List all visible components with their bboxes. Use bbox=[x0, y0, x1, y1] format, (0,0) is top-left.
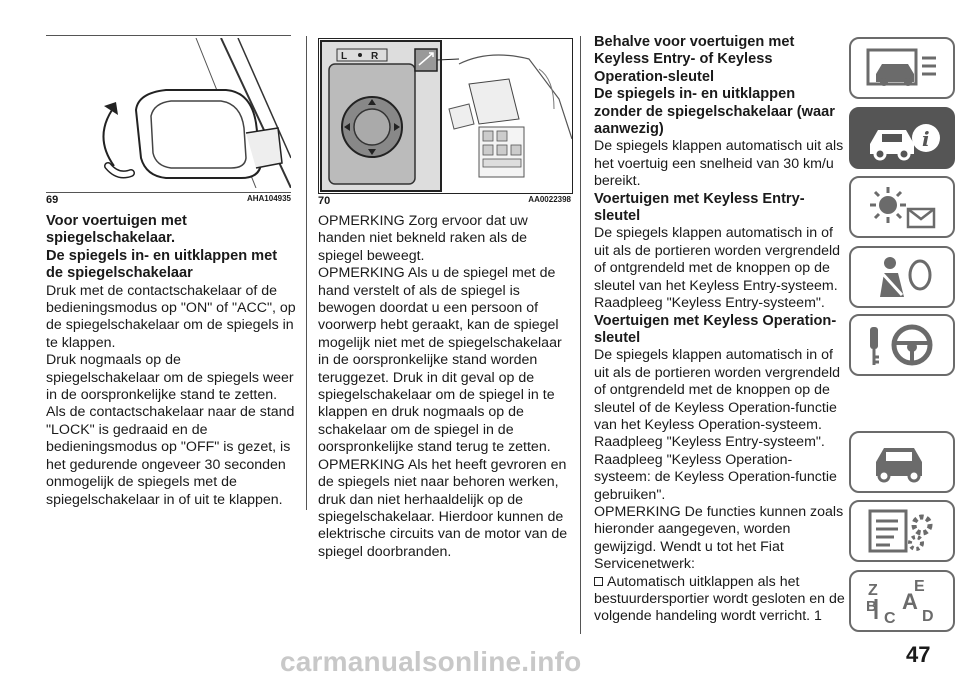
figure-number: 69 bbox=[46, 194, 59, 206]
section-subheading: De spiegels in- en uitklappen met de spiegelschakelaar bbox=[46, 247, 278, 282]
section-subheading: Voertuigen met Keyless Entry-sleutel bbox=[594, 190, 805, 225]
body-paragraph: Druk met de contactschakelaar of de bedieningsmodus op "ON" of "ACC", op de spiegelschakelaar om de spiegels in te klappen. bbox=[46, 282, 296, 351]
steering-wheel-key-icon bbox=[862, 321, 942, 369]
side-tab-starting-driving[interactable] bbox=[849, 314, 955, 376]
svg-text:B: B bbox=[866, 598, 877, 615]
body-paragraph: Raadpleeg "Keyless Entry-systeem". bbox=[594, 434, 825, 451]
svg-text:C: C bbox=[884, 610, 896, 625]
figure-70-caption bbox=[318, 195, 571, 207]
section-heading: Voor voertuigen met spiegelschakelaar. bbox=[46, 213, 187, 247]
body-paragraph: De spiegels klappen automatisch uit als het voertuig een snelheid van 30 km/u bereikt. bbox=[594, 138, 844, 190]
switch-right-label: R bbox=[371, 51, 379, 62]
svg-text:E: E bbox=[914, 578, 925, 595]
note-paragraph: OPMERKING Als het heeft gevroren en de spiegels niet naar behoren werken, druk dan niet herhaaldelijk op de spiegelschakelaar. Hierdoor kunnen de elektrische circuits van de motor van de spiegel doorbranden. bbox=[318, 456, 568, 560]
body-paragraph: Raadpleeg "Keyless Operation-systeem: de Keyless Operation-functie gebruiken". bbox=[594, 451, 837, 503]
body-paragraph: Als de contactschakelaar naar de stand "LOCK" is gedraaid en de bedieningsmodus op "OFF" is gezet, is het gedurende ongeveer 30 seconden onmogelijk de spiegels met de spiegelschakelaar in of uit te klappen. bbox=[46, 404, 295, 508]
car-dashboard-icon bbox=[862, 44, 942, 92]
side-tab-maintenance[interactable] bbox=[849, 500, 955, 562]
section-subheading: De spiegels in- en uitklappen zonder de spiegelschakelaar (waar aanwezig) bbox=[594, 86, 835, 138]
svg-text:D: D bbox=[922, 608, 934, 625]
bullet-square-icon bbox=[594, 577, 603, 586]
page-number: 47 bbox=[906, 642, 931, 667]
column-divider-2 bbox=[580, 36, 581, 634]
mirror-switch-drawing bbox=[319, 39, 572, 193]
figure-code: AA0022398 bbox=[528, 195, 571, 204]
note-paragraph: OPMERKING Als u de spiegel met de hand verstelt of als de spiegel is bewogen doordat u een persoon of voorwerp hebt geraakt, kan de spiegel mogelijk niet met de spiegelschakelaar in de oorspronkelijke stand worden teruggezet. Druk in dit geval op de spiegelschakelaar om de spiegel in te klappen en druk nogmaals op de schakelaar om de spiegel in de oorspronkelijke stand terug te zetten. bbox=[318, 265, 562, 456]
switch-left-label: L bbox=[341, 51, 348, 62]
figure-number: 70 bbox=[318, 195, 331, 207]
column-3 bbox=[594, 34, 846, 626]
watermark-text: carmanualsonline.info bbox=[280, 646, 582, 677]
seatbelt-airbag-icon bbox=[862, 253, 942, 301]
figure-69-mirror-illustration bbox=[46, 38, 291, 188]
figure-69-bottomline bbox=[46, 192, 291, 193]
warning-lights-icon bbox=[862, 183, 942, 231]
body-paragraph: Druk nogmaals op de spiegelschakelaar om de spiegels weer in de oorspronkelijke stand te zetten. bbox=[46, 352, 294, 404]
column-2 bbox=[318, 213, 574, 561]
figure-69-caption bbox=[46, 194, 291, 206]
folding-mirror-drawing bbox=[46, 38, 291, 188]
side-tab-emergency[interactable] bbox=[849, 431, 955, 493]
figure-code: AHA104935 bbox=[246, 194, 291, 203]
note-paragraph: OPMERKING Zorg ervoor dat uw handen niet bekneld raken als de spiegel beweegt. bbox=[318, 213, 528, 264]
bullet-item bbox=[594, 574, 846, 626]
car-service-icon bbox=[862, 438, 942, 486]
body-paragraph: Raadpleeg "Keyless Entry-systeem". bbox=[594, 295, 825, 312]
side-tab-warning-lights[interactable] bbox=[849, 176, 955, 238]
svg-text:A: A bbox=[902, 589, 918, 614]
column-1 bbox=[46, 213, 296, 509]
svg-text:Z: Z bbox=[868, 582, 878, 599]
car-info-icon bbox=[862, 114, 942, 162]
section-subheading: Voertuigen met Keyless Operation-sleutel bbox=[594, 312, 837, 346]
side-tab-safety[interactable] bbox=[849, 246, 955, 308]
alphabetical-index-icon bbox=[862, 577, 942, 625]
side-tab-dashboard[interactable] bbox=[849, 37, 955, 99]
side-tab-index[interactable] bbox=[849, 570, 955, 632]
body-paragraph: De spiegels klappen automatisch in of uit als de portieren worden vergrendeld of ontgrendeld met de knoppen op de sleutel of de Keyless Operation-functie van het Keyless Operation-systeem. bbox=[594, 347, 841, 433]
figure-69-topline bbox=[46, 35, 291, 36]
section-heading: Behalve voor voertuigen met Keyless Entry- of Keyless Operation-sleutel bbox=[594, 34, 795, 85]
figure-70-switch-illustration bbox=[318, 38, 573, 194]
column-divider-1 bbox=[306, 36, 307, 510]
body-paragraph: De spiegels klappen automatisch in of uit als de portieren worden vergrendeld of ontgrendeld met de knoppen op de sleutel van het Keyless Entry-systeem. bbox=[594, 225, 841, 294]
note-paragraph: OPMERKING De functies kunnen zoals hieronder aangegeven, worden gewijzigd. Wendt u tot het Fiat Servicenetwerk: bbox=[594, 503, 844, 573]
bullet-text: Automatisch uitklappen als het bestuurdersportier wordt gesloten en de volgende handeling wordt verricht. 1 bbox=[594, 573, 845, 625]
maintenance-settings-icon bbox=[862, 507, 942, 555]
svg-text:i: i bbox=[922, 127, 930, 151]
side-tab-vehicle-info[interactable] bbox=[849, 107, 955, 169]
